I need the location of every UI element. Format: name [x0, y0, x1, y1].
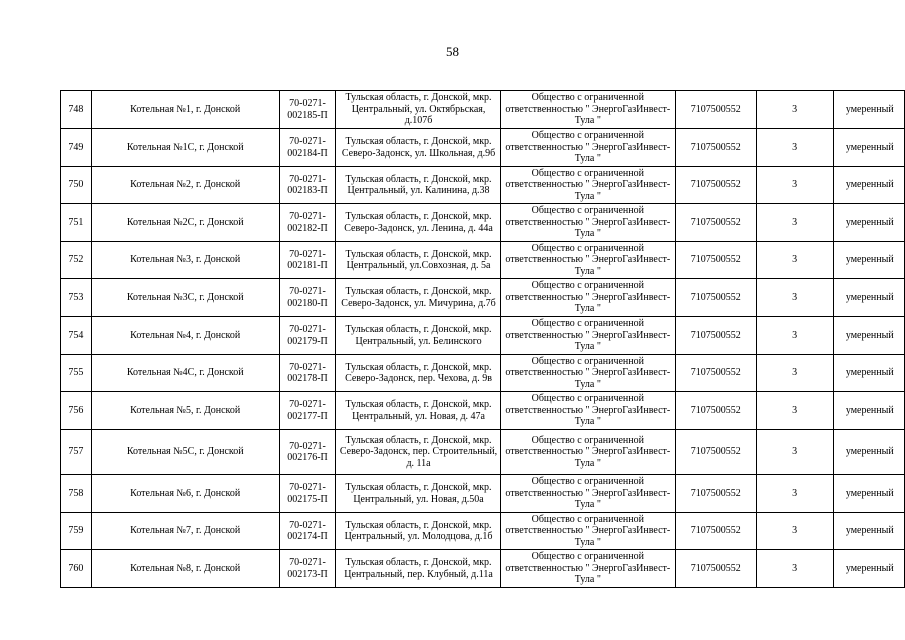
address-cell — [336, 242, 501, 279]
category-cell: 3 — [756, 513, 833, 550]
category-cell: 3 — [756, 475, 833, 513]
table-row — [61, 355, 905, 392]
operator-cell: Общество с ограниченной ответственностью " ЭнергоГазИнвест-Тула " — [500, 279, 675, 317]
inn-cell: 7107500552 — [675, 392, 756, 430]
row-number-cell: 750 — [61, 167, 92, 204]
address-text: Тульская область, г. Донской, мкр. Центральный, ул.Совхозная, д. 5а — [345, 248, 492, 271]
row-number-cell: 752 — [61, 242, 92, 279]
operator-cell: Общество с ограниченной ответственностью " ЭнергоГазИнвест-Тула " — [500, 242, 675, 279]
facility-name-cell: Котельная №5, г. Донской — [91, 392, 279, 430]
risk-level-cell: умеренный — [833, 392, 904, 430]
address-cell — [336, 550, 501, 588]
address-cell — [336, 204, 501, 242]
inn-cell: 7107500552 — [675, 204, 756, 242]
address-cell — [336, 355, 501, 392]
address-cell — [336, 91, 501, 129]
operator-cell: Общество с ограниченной ответственностью " ЭнергоГазИнвест-Тула " — [500, 317, 675, 355]
row-number-cell: 748 — [61, 91, 92, 129]
table-row — [61, 317, 905, 355]
registration-number-cell: 70-0271-002178-П — [279, 355, 335, 392]
risk-level-cell: умеренный — [833, 129, 904, 167]
category-cell: 3 — [756, 355, 833, 392]
registration-number-cell: 70-0271-002179-П — [279, 317, 335, 355]
facility-name-cell: Котельная №4С, г. Донской — [91, 355, 279, 392]
operator-cell: Общество с ограниченной ответственностью " ЭнергоГазИнвест-Тула " — [500, 475, 675, 513]
category-cell: 3 — [756, 279, 833, 317]
row-number-cell: 753 — [61, 279, 92, 317]
address-text: Тульская область, г. Донской, мкр. Центральный, ул. Октябрьская, д.107б — [345, 92, 492, 127]
inn-cell: 7107500552 — [675, 167, 756, 204]
operator-cell: Общество с ограниченной ответственностью " ЭнергоГазИнвест-Тула " — [500, 167, 675, 204]
registration-number-cell: 70-0271-002185-П — [279, 91, 335, 129]
table-row — [61, 129, 905, 167]
address-cell — [336, 167, 501, 204]
facility-name-cell: Котельная №4, г. Донской — [91, 317, 279, 355]
category-cell: 3 — [756, 550, 833, 588]
operator-cell: Общество с ограниченной ответственностью " ЭнергоГазИнвест-Тула " — [500, 513, 675, 550]
facility-name-cell: Котельная №2С, г. Донской — [91, 204, 279, 242]
facility-name-cell: Котельная №3, г. Донской — [91, 242, 279, 279]
facility-name-cell: Котельная №2, г. Донской — [91, 167, 279, 204]
inn-cell: 7107500552 — [675, 513, 756, 550]
risk-level-cell: умеренный — [833, 91, 904, 129]
row-number-cell: 751 — [61, 204, 92, 242]
category-cell: 3 — [756, 242, 833, 279]
category-cell: 3 — [756, 129, 833, 167]
risk-level-cell: умеренный — [833, 204, 904, 242]
risk-level-cell: умеренный — [833, 317, 904, 355]
address-text: Тульская область, г. Донской, мкр. Центральный, пер. Клубный, д.11а — [344, 557, 493, 580]
inn-cell: 7107500552 — [675, 91, 756, 129]
address-cell — [336, 392, 501, 430]
facility-registry-table — [60, 90, 905, 588]
facility-name-cell: Котельная №6, г. Донской — [91, 475, 279, 513]
facility-name-cell: Котельная №3С, г. Донской — [91, 279, 279, 317]
registry-body — [61, 91, 905, 588]
facility-name-cell: Котельная №1С, г. Донской — [91, 129, 279, 167]
address-text: Тульская область, г. Донской, мкр. Центральный, ул. Новая, д.50а — [345, 482, 492, 505]
registration-number-cell: 70-0271-002181-П — [279, 242, 335, 279]
table-row — [61, 167, 905, 204]
operator-cell: Общество с ограниченной ответственностью " ЭнергоГазИнвест-Тула " — [500, 430, 675, 475]
operator-cell: Общество с ограниченной ответственностью " ЭнергоГазИнвест-Тула " — [500, 91, 675, 129]
row-number-cell: 756 — [61, 392, 92, 430]
address-text: Тульская область, г. Донской, мкр. Северо-Задонск, ул. Мичурина, д.7б — [341, 286, 496, 309]
table-row — [61, 392, 905, 430]
address-text: Тульская область, г. Донской, мкр. Центральный, ул. Белинского — [345, 324, 492, 347]
facility-name-cell: Котельная №7, г. Донской — [91, 513, 279, 550]
registration-number-cell: 70-0271-002175-П — [279, 475, 335, 513]
table-row — [61, 550, 905, 588]
row-number-cell: 760 — [61, 550, 92, 588]
operator-cell: Общество с ограниченной ответственностью " ЭнергоГазИнвест-Тула " — [500, 355, 675, 392]
risk-level-cell: умеренный — [833, 355, 904, 392]
risk-level-cell: умеренный — [833, 475, 904, 513]
inn-cell: 7107500552 — [675, 355, 756, 392]
table-row — [61, 430, 905, 475]
registration-number-cell: 70-0271-002182-П — [279, 204, 335, 242]
address-text: Тульская область, г. Донской, мкр. Центральный, ул. Калинина, д.38 — [345, 173, 492, 196]
risk-level-cell: умеренный — [833, 550, 904, 588]
inn-cell: 7107500552 — [675, 279, 756, 317]
address-cell — [336, 279, 501, 317]
operator-cell: Общество с ограниченной ответственностью " ЭнергоГазИнвест-Тула " — [500, 204, 675, 242]
registration-number-cell: 70-0271-002183-П — [279, 167, 335, 204]
registration-number-cell: 70-0271-002174-П — [279, 513, 335, 550]
table-row — [61, 475, 905, 513]
inn-cell: 7107500552 — [675, 242, 756, 279]
table-row — [61, 242, 905, 279]
risk-level-cell: умеренный — [833, 279, 904, 317]
risk-level-cell: умеренный — [833, 242, 904, 279]
row-number-cell: 754 — [61, 317, 92, 355]
address-text: Тульская область, г. Донской, мкр. Центральный, ул. Молодцова, д.1б — [344, 519, 493, 542]
inn-cell: 7107500552 — [675, 475, 756, 513]
row-number-cell: 758 — [61, 475, 92, 513]
inn-cell: 7107500552 — [675, 129, 756, 167]
registration-number-cell: 70-0271-002176-П — [279, 430, 335, 475]
category-cell: 3 — [756, 430, 833, 475]
address-text: Тульская область, г. Донской, мкр. Центральный, ул. Новая, д. 47а — [345, 399, 492, 422]
facility-name-cell: Котельная №5С, г. Донской — [91, 430, 279, 475]
facility-name-cell: Котельная №8, г. Донской — [91, 550, 279, 588]
facility-name-cell: Котельная №1, г. Донской — [91, 91, 279, 129]
address-cell — [336, 513, 501, 550]
table-row — [61, 204, 905, 242]
operator-cell: Общество с ограниченной ответственностью " ЭнергоГазИнвест-Тула " — [500, 550, 675, 588]
row-number-cell: 755 — [61, 355, 92, 392]
row-number-cell: 759 — [61, 513, 92, 550]
table-row — [61, 279, 905, 317]
address-text: Тульская область, г. Донской, мкр. Северо-Задонск, пер. Строительный, д. 11а — [339, 434, 498, 469]
risk-level-cell: умеренный — [833, 513, 904, 550]
registration-number-cell: 70-0271-002173-П — [279, 550, 335, 588]
row-number-cell: 749 — [61, 129, 92, 167]
inn-cell: 7107500552 — [675, 430, 756, 475]
table-row — [61, 91, 905, 129]
address-text: Тульская область, г. Донской, мкр. Северо-Задонск, ул. Ленина, д. 44а — [344, 211, 493, 234]
address-cell — [336, 317, 501, 355]
category-cell: 3 — [756, 392, 833, 430]
risk-level-cell: умеренный — [833, 430, 904, 475]
registration-number-cell: 70-0271-002177-П — [279, 392, 335, 430]
address-cell — [336, 129, 501, 167]
address-cell — [336, 430, 501, 475]
category-cell: 3 — [756, 204, 833, 242]
category-cell: 3 — [756, 317, 833, 355]
address-text: Тульская область, г. Донской, мкр. Северо-Задонск, ул. Школьная, д.9б — [341, 136, 496, 159]
page-number: 58 — [446, 44, 459, 59]
category-cell: 3 — [756, 91, 833, 129]
table-row — [61, 513, 905, 550]
category-cell: 3 — [756, 167, 833, 204]
inn-cell: 7107500552 — [675, 550, 756, 588]
operator-cell: Общество с ограниченной ответственностью " ЭнергоГазИнвест-Тула " — [500, 392, 675, 430]
address-cell — [336, 475, 501, 513]
operator-cell: Общество с ограниченной ответственностью " ЭнергоГазИнвест-Тула " — [500, 129, 675, 167]
inn-cell: 7107500552 — [675, 317, 756, 355]
row-number-cell: 757 — [61, 430, 92, 475]
registration-number-cell: 70-0271-002184-П — [279, 129, 335, 167]
risk-level-cell: умеренный — [833, 167, 904, 204]
registration-number-cell: 70-0271-002180-П — [279, 279, 335, 317]
address-text: Тульская область, г. Донской, мкр. Северо-Задонск, пер. Чехова, д. 9в — [345, 361, 492, 384]
